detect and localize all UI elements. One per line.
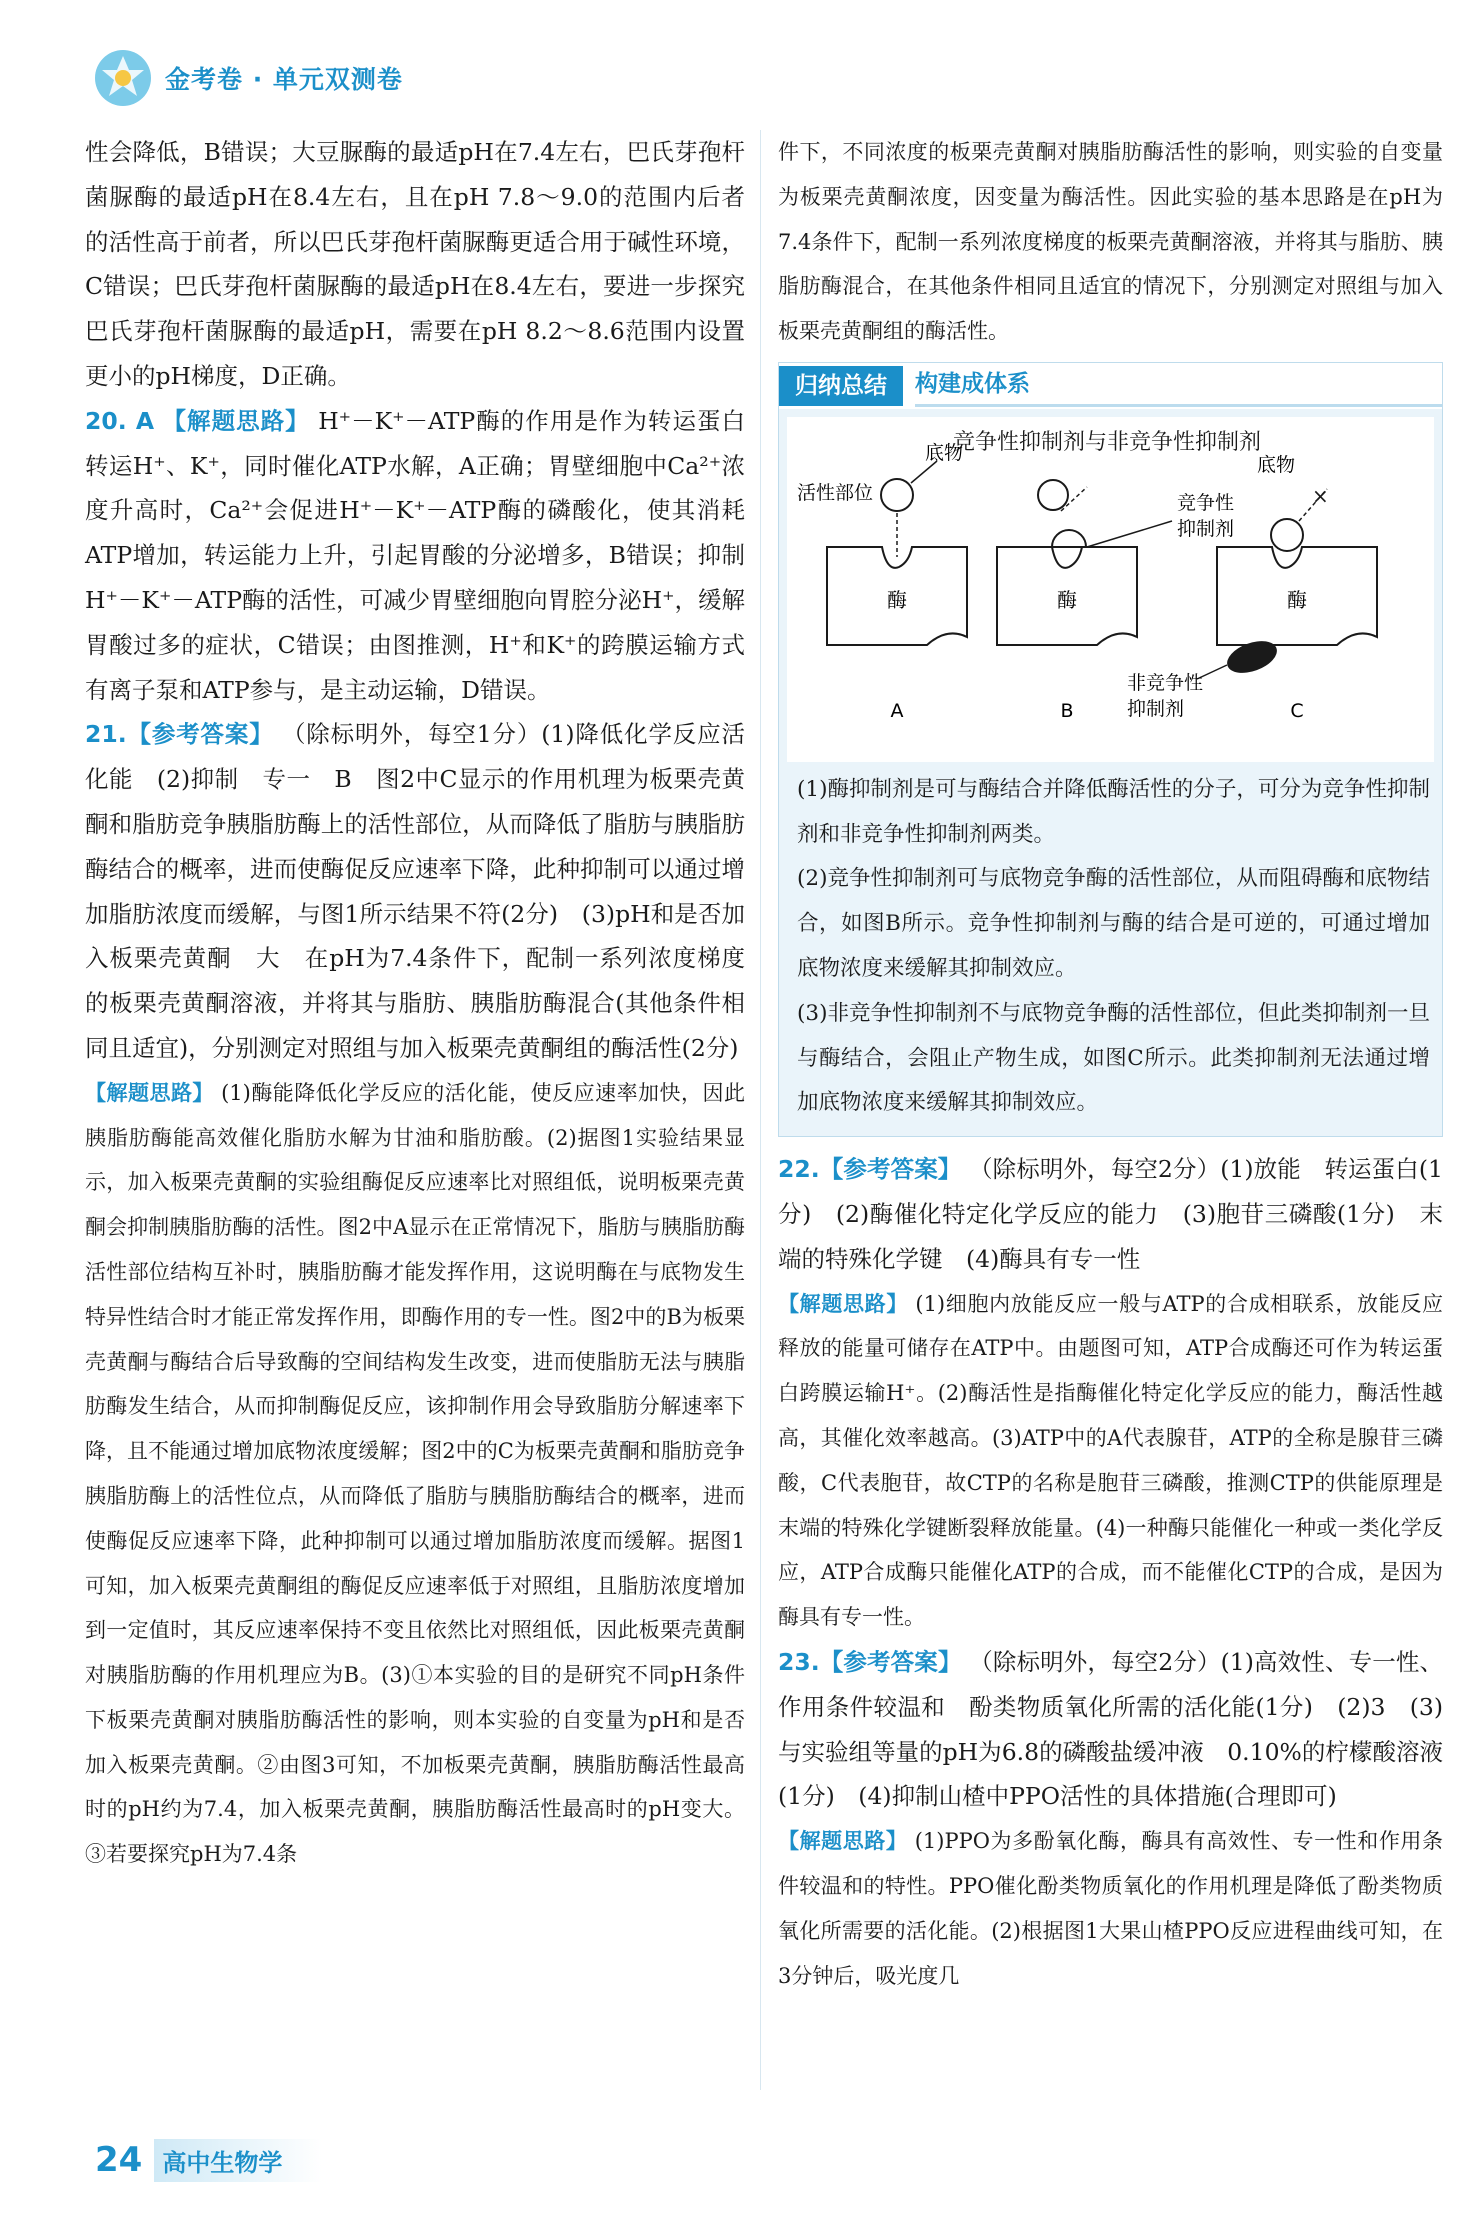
label-b: B bbox=[1060, 699, 1074, 722]
question-number: 23. bbox=[778, 1647, 820, 1676]
header-title: 金考卷 · 单元双测卷 bbox=[165, 65, 403, 94]
diagram-figure bbox=[787, 417, 1427, 747]
page-footer bbox=[95, 2138, 322, 2182]
answer-tag: 【参考答案】 bbox=[819, 1647, 962, 1676]
diagram-title: 竞争性抑制剂与非竞争性抑制剂 bbox=[952, 429, 1262, 455]
analysis-tag: 【解题思路】 bbox=[162, 406, 310, 435]
enzyme-label: 酶 bbox=[1287, 587, 1307, 612]
question-text: H⁺－K⁺－ATP酶的作用是作为转运蛋白转运H⁺、K⁺，同时催化ATP水解，A正确；胃壁细胞中Ca²⁺浓度升高时，Ca²⁺会促进H⁺－K⁺－ATP酶的磷酸化，使其消耗ATP增加，转运能力上升，引起胃酸的分泌增多，B错误；抑制H⁺－K⁺－ATP酶的活性，可减少胃壁细胞向胃腔分泌H⁺，缓解胃酸过多的症状，C错误；由图推测，H⁺和K⁺的跨膜运输方式有离子泵和ATP参与，是主动运输，D错误。 bbox=[85, 406, 745, 704]
question-number: 20. A bbox=[85, 406, 155, 435]
summary-text bbox=[779, 762, 1442, 1136]
question-23 bbox=[778, 1640, 1443, 1819]
substrate-label: 底物 bbox=[1257, 453, 1296, 476]
paragraph-continued: 件下，不同浓度的板栗壳黄酮对胰脂肪酶活性的影响，则实验的自变量为板栗壳黄酮浓度，因变量为酶活性。因此实验的基本思路是在pH为7.4条件下，配制一系列浓度梯度的板栗壳黄酮溶液，并将其与脂肪、胰脂肪酶混合，在其他条件相同且适宜的情况下，分别测定对照组与加入板栗壳黄酮组的酶活性。 bbox=[778, 140, 1443, 344]
substrate-circle bbox=[881, 479, 913, 511]
analysis-text: (1)酶能降低化学反应的活化能，使反应速率加快，因此胰脂肪酶能高效催化脂肪水解为甘油和脂肪酸。(2)据图1实验结果显示，加入板栗壳黄酮的实验组酶促反应速率比对照组低，说明板栗壳黄酮会抑制胰脂肪酶的活性。图2中A显示在正常情况下，脂肪与胰脂肪酶活性部位结构互补时，胰脂肪酶才能发挥作用，这说明酶在与底物发生特异性结合时才能正常发挥作用，即酶作用的专一性。图2中的B为板栗壳黄酮与酶结合后导致酶的空间结构发生改变，进而使脂肪无法与胰脂肪酶发生结合，从而抑制酶促反应，该抑制作用会导致脂肪分解速率下降，且不能通过增加底物浓度缓解；图2中的C为板栗壳黄酮和脂肪竞争胰脂肪酶上的活性位点，从而降低了脂肪与胰脂肪酶结合的概率，进而使酶促反应速率下降，此种抑制可以通过增加脂肪浓度而缓解。据图1可知，加入板栗壳黄酮组的酶促反应速率低于对照组，且脂肪浓度增加到一定值时，其反应速率保持不变且依然比对照组低，因此板栗壳黄酮对胰脂肪酶的作用机理应为B。(3)①本实验的目的是研究不同pH条件下板栗壳黄酮对胰脂肪酶活性的影响，则本实验的自变量为pH和是否加入板栗壳黄酮。②由图3可知，不加板栗壳黄酮，胰脂肪酶活性最高时的pH约为7.4，加入板栗壳黄酮，胰脂肪酶活性最高时的pH变大。③若要探究pH为7.4条 bbox=[85, 1080, 746, 1867]
page-number: 24 bbox=[95, 2140, 143, 2180]
answer-text: （除标明外，每空1分）(1)降低化学反应活化能 (2)抑制 专一 B 图2中C显示的作用机理为板栗壳黄酮和脂肪竞争胰脂肪酶上的活性部位，从而降低了脂肪与胰脂肪酶结合的概率，进而使酶促反应速率下降，此种抑制可以通过增加脂肪浓度而缓解，与图1所示结果不符(2分) (3)pH和是否加入板栗壳黄酮 大 在pH为7.4条件下，配制一系列浓度梯度的板栗壳黄酮溶液，并将其与脂肪、胰脂肪酶混合(其他条件相同且适宜)，分别测定对照组与加入板栗壳黄酮组的酶活性(2分) bbox=[85, 720, 745, 1062]
question-number: 21. bbox=[85, 720, 127, 749]
label-c: C bbox=[1290, 699, 1304, 722]
right-column bbox=[778, 130, 1443, 1998]
question-22-analysis bbox=[778, 1282, 1443, 1640]
left-column bbox=[85, 130, 745, 1877]
answer-tag: 【参考答案】 bbox=[126, 720, 274, 749]
label-a: A bbox=[890, 699, 904, 722]
summary-box bbox=[778, 362, 1443, 1137]
analysis-tag: 【解题思路】 bbox=[778, 1829, 908, 1854]
answer-text: （除标明外，每空2分）(1)放能 转运蛋白(1分) (2)酶催化特定化学反应的能力 (3)胞苷三磷酸(1分) 末端的特殊化学键 (4)酶具有专一性 bbox=[778, 1155, 1444, 1273]
answer-tag: 【参考答案】 bbox=[819, 1155, 962, 1184]
competitive-inhibitor-shape bbox=[1052, 530, 1086, 547]
substrate-circle bbox=[1038, 480, 1068, 510]
blocked-mark-icon: × bbox=[1312, 483, 1329, 508]
question-21-analysis bbox=[85, 1071, 745, 1877]
subject-label: 高中生物学 bbox=[154, 2139, 322, 2182]
summary-label: 归纳总结 bbox=[779, 366, 903, 406]
page-header bbox=[95, 48, 403, 108]
analysis-tag: 【解题思路】 bbox=[778, 1291, 909, 1316]
summary-subtitle: 构建成体系 bbox=[915, 364, 1442, 407]
substrate-circle bbox=[1271, 519, 1303, 551]
analysis-text: (1)细胞内放能反应一般与ATP的合成相联系，放能反应释放的能量可储存在ATP中。由题图可知，ATP合成酶还可作为转运蛋白跨膜运输H⁺。(2)酶活性是指酶催化特定化学反应的能力，酶活性越高，其催化效率越高。(3)ATP中的A代表腺苷，ATP的全称是腺苷三磷酸，C代表胞苷，故CTP的名称是胞苷三磷酸，推测CTP的供能原理是末端的特殊化学键断裂释放能量。(4)一种酶只能催化一种或一类化学反应，ATP合成酶只能催化ATP的合成，而不能催化CTP的合成，是因为酶具有专一性。 bbox=[778, 1291, 1443, 1630]
answer-text: （除标明外，每空2分）(1)高效性、专一性、作用条件较温和 酚类物质氧化所需的活化能(1分) (2)3 (3)与实验组等量的pH为6.8的磷酸盐缓冲液 0.10%的柠檬酸溶液(1分) (4)抑制山楂中PPO活性的具体措施(合理即可) bbox=[778, 1647, 1443, 1811]
question-22 bbox=[778, 1147, 1443, 1281]
summary-point-3: (3)非竞争性抑制剂不与底物竞争酶的活性部位，但此类抑制剂一旦与酶结合，会阻止产物生成，如图C所示。此类抑制剂无法通过增加底物浓度来缓解其抑制效应。 bbox=[797, 1000, 1430, 1116]
question-20 bbox=[85, 399, 745, 713]
analysis-tag: 【解题思路】 bbox=[85, 1080, 214, 1105]
column-divider bbox=[760, 130, 761, 2090]
summary-header bbox=[779, 363, 1442, 409]
competitive-label-2: 抑制剂 bbox=[1177, 517, 1235, 540]
question-23-analysis bbox=[778, 1819, 1443, 1998]
question-number: 22. bbox=[778, 1155, 820, 1184]
question-21 bbox=[85, 712, 745, 1070]
analysis-text: (1)PPO为多酚氧化酶，酶具有高效性、专一性和作用条件较温和的特性。PPO催化酚类物质氧化的作用机理是降低了酚类物质氧化所需要的活化能。(2)根据图1大果山楂PPO反应进程曲线可知，在3分钟后，吸光度几 bbox=[778, 1829, 1443, 1988]
active-site-label: 活性部位 bbox=[797, 481, 874, 504]
summary-point-2: (2)竞争性抑制剂可与底物竞争酶的活性部位，从而阻碍酶和底物结合，如图B所示。竞争性抑制剂与酶的结合是可逆的，可通过增加底物浓度来缓解其抑制效应。 bbox=[797, 866, 1430, 981]
logo-icon bbox=[95, 50, 151, 106]
enzyme-label: 酶 bbox=[1057, 587, 1077, 612]
paragraph-continued: 性会降低，B错误；大豆脲酶的最适pH在7.4左右，巴氏芽孢杆菌脲酶的最适pH在8.4左右，且在pH 7.8～9.0的范围内后者的活性高于前者，所以巴氏芽孢杆菌脲酶更适合用于碱性环境，C错误；巴氏芽孢杆菌脲酶的最适pH在8.4左右，要进一步探究巴氏芽孢杆菌脲酶的最适pH，需要在pH 8.2～8.6范围内设置更小的pH梯度，D正确。 bbox=[85, 138, 745, 390]
competitive-label: 竞争性 bbox=[1177, 491, 1235, 514]
noncompetitive-label: 非竞争性 bbox=[1127, 671, 1204, 694]
pointer-line bbox=[911, 461, 937, 483]
enzyme-label: 酶 bbox=[887, 587, 907, 612]
substrate-label: 底物 bbox=[925, 441, 964, 464]
pointer-line bbox=[1087, 521, 1172, 547]
inhibitor-diagram bbox=[787, 417, 1434, 762]
summary-point-1: (1)酶抑制剂是可与酶结合并降低酶活性的分子，可分为竞争性抑制剂和非竞争性抑制剂两类。 bbox=[797, 776, 1430, 847]
noncompetitive-label-2: 抑制剂 bbox=[1127, 697, 1185, 720]
